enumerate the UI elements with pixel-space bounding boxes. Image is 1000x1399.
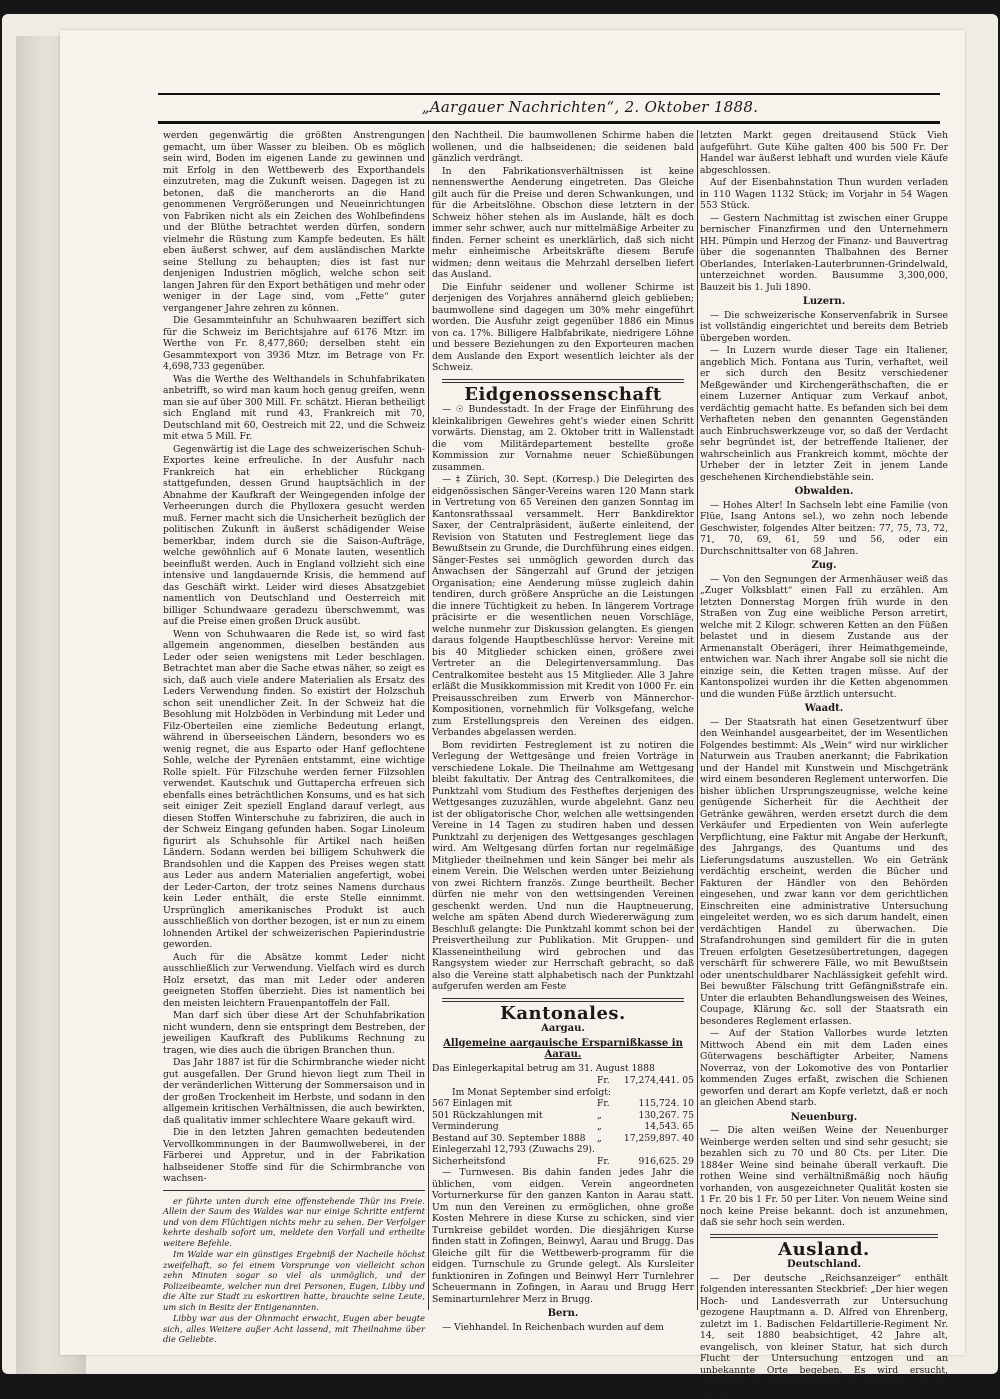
section-title-kantonales: Kantonales. (432, 1008, 694, 1020)
accounts-row (432, 1087, 694, 1099)
column-1 (163, 130, 425, 1310)
accounts-intro: Das Einlegerkapital betrug am 31. August 1888 (432, 1063, 694, 1075)
accounts-row (432, 1156, 694, 1168)
paragraph: Auf der Eisenbahnstation Thun wurden verladen in 110 Wagen 1132 Stück; im Vorjahr in 54 Wagen 553 Stück. (700, 177, 948, 212)
paragraph: In den Fabrikationsverhältnissen ist keine nennenswerthe Aenderung eingetreten. Das Gleiche gilt auch für die Preise und deren Schwankungen, und für die Arbeitslöhne. Obschon diese letztern in der Schweiz höher stehen als im Auslande, hält es doch immer sehr schwer, auch nur mittelmäßige Arbeiter zu finden. Ferner scheint es unerklärlich, daß sich nicht mehr einheimische Arbeitskräfte diesem Berufe widmen; denn weitaus die Mehrzahl derselben liefert das Ausland. (432, 166, 694, 281)
accounts-cell-label: 567 Einlagen mit (432, 1098, 597, 1110)
accounts-row (432, 1133, 694, 1145)
paragraph: werden gegenwärtig die größten Anstrengungen gemacht, um über Wasser zu bleiben. Ob es möglich sein wird, Boden im eigenen Lande zu gewinnen und mit Erfolg in den Wettbewerb des Exporthandels einzutreten, mag die Zukunft weisen. Dagegen ist zu betonen, daß die mancherorts an die Hand genommenen Vergrößerungen und Neueinrichtungen von Fabriken nicht als ein Zeichen des Wohlbefindens und der Blüthe betrachtet werden dürfen, sondern vielmehr die Rüstung zum Kampfe bedeuten. Es hält eben äußerst schwer, auf dem ausländischen Markte seine Stellung zu behaupten; dies ist fast nur denjenigen Industrien möglich, welche schon seit langen Jahren für den Export bethätigen und mehr oder weniger in der Lage sind, vom „Fette“ guter vergangener Jahre zehren zu können. (163, 130, 425, 314)
accounts-row (432, 1144, 694, 1156)
subsection-title-luzern: Luzern. (700, 296, 948, 308)
subsection-title-deutschland: Deutschland. (700, 1259, 948, 1271)
column-rule (697, 130, 698, 1310)
accounts-cell-label: Bestand auf 30. September 1888 (432, 1133, 597, 1145)
section-divider (710, 1234, 938, 1238)
accounts-row (432, 1121, 694, 1133)
page-header-title: „Aargauer Nachrichten“, 2. Oktober 1888. (330, 98, 850, 118)
paragraph: — Der Staatsrath hat einen Gesetzentwurf über den Weinhandel ausgearbeitet, der im Wesentlichen Folgendes bestimmt: Als „Wein“ wird nur wirklicher Naturwein aus Trauben anerkannt; die Fabrikation und der Handel mit Kunstwein und Mischgetränk wird einem besonderen Reglement unterworfen. Die bisher üblichen Ursprungszeugnisse, welche keine genügende Sicherheit für die Aechtheit der Getränke gewähren, werden ersetzt durch die dem Verkäufer und Erpedienten von Wein auferlegte Verpflichtung, eine Faktur mit Angabe der Herkunft, des Jahrgangs, des Quantums und des Lieferungsdatums auszustellen. Wo ein Getränk verdächtig erscheint, werden die Bücher und Fakturen der Händler von den Behörden eingesehen, und zwar kann vor dem gerichtlichen Einschreiten eine administrative Untersuchung eingeleitet werden, wo es sich darum handelt, einen verdächtigen Handel zu überwachen. Die Strafandrohungen sind gemildert für die in guten Treuen erfolgten Gesetzesübertretungen, dagegen verschärft für schwerere Fälle, wo mit Bewußtsein oder unentschuldbarer Nachlässigkeit gefehlt wird. Bei bewußter Fälschung tritt Gefängnißstrafe ein. Unter die erlaubten Behandlungsweisen des Weines, Coupage, Klärung &c. soll der Staatsrath ein besonderes Reglement erlassen. (700, 717, 948, 1028)
accounts-row (432, 1098, 694, 1110)
feuilleton-paragraph: er führte unten durch eine offenstehende Thür ins Freie. Allein der Saum des Waldes war nur einige Schritte entfernt und von dem Flüchtigen nichts mehr zu sehen. Der Verfolger kehrte deshalb sofort um, meldete den Vorfall und ertheilte weitere Befehle. (163, 1196, 425, 1249)
subsection-title-zug: Zug. (700, 560, 948, 572)
accounts-cell-label: Verminderung (432, 1121, 597, 1133)
paragraph: — Der deutsche „Reichsanzeiger“ enthält folgenden interessanten Steckbrief: „Der hier wegen Hoch- und Landesverrath zur Untersuchung gezogene Hauptmann a. D. Alfred von Ehrenberg, zuletzt im 1. Badischen Feldartillerie-Regiment Nr. 14, seit 1880 beabsichtiget, 42 Jahre alt, evangelisch, von kleiner Statur, hat sich durch Flucht der Untersuchung entzogen und an unbekannte Orte begeben. Es wird ersucht, denselben im Betretungsfalle zu verhaften und an die nächste Militär- (700, 1273, 948, 1399)
accounts-cell-cur: Fr. (597, 1098, 623, 1110)
accounts-cell-label: Sicherheitsfond (432, 1156, 597, 1168)
accounts-cell-cur: „ (597, 1133, 623, 1145)
feuilleton-paragraph: Im Walde war ein günstiges Ergebniß der Nacheile höchst zweifelhaft, so fei einem Vorsprunge von vielleicht schon zehn Minuten sogar so viel als unmöglich, und der Polizeibeamte, welcher nun drei Personen, Eugen, Libby und die Alte zur Stadt zu eskortiren hatte, brauchte seine Leute, um sich in Besitz der Entigenannten. (163, 1249, 425, 1312)
column-rule (428, 130, 429, 1310)
header-rule (158, 93, 940, 95)
paragraph: letzten Markt gegen dreitausend Stück Vieh aufgeführt. Gute Kühe galten 400 bis 500 Fr. Der Handel war äußerst lebhaft und wurden viele Käufe abgeschlossen. (700, 130, 948, 176)
paragraph: Man darf sich über diese Art der Schuhfabrikation nicht wundern, denn sie entspringt dem Bestreben, der jeweiligen Kaufkraft des Publikums Rechnung zu tragen, wie dies auch die übrigen Branchen thun. (163, 1010, 425, 1056)
accounts-cell-cur (597, 1144, 623, 1156)
subsection-title-aargau: Aargau. (432, 1023, 694, 1035)
accounts-cell-amount: 14,543. 65 (623, 1121, 694, 1133)
accounts-cell-label: Einlegerzahl 12,793 (Zuwachs 29). (432, 1144, 597, 1156)
section-title-ausland: Ausland. (700, 1244, 948, 1256)
paragraph: — Die schweizerische Konservenfabrik in Sursee ist vollständig eingerichtet und bereits dem Betrieb übergeben worden. (700, 310, 948, 345)
subsection-title-obwalden: Obwalden. (700, 486, 948, 498)
paragraph: — Auf der Station Vallorbes wurde letzten Mittwoch Abend ein mit dem Laden eines Güterwagens beschäftigter Arbeiter, Namens Noverraz, von der Lokomotive des von Pontarlier kommenden Zuges erfaßt, zwischen die Schienen geworfen und derart am Kopfe verletzt, daß er noch an gleichen Abend starb. (700, 1028, 948, 1109)
section-divider (442, 998, 684, 1002)
accounts-cell-cur: „ (597, 1121, 623, 1133)
paragraph: Die in den letzten Jahren gemachten bedeutenden Vervollkommnungen in der Baumwollweberei, in der Färberei und Appretur, und in der Fabrikation halbseidener Stoffe sind für die Schirmbranche von wachsen- (163, 1127, 425, 1185)
accounts-cell-amount: 130,267. 75 (623, 1110, 694, 1122)
paragraph: — ‡ Zürich, 30. Sept. (Korresp.) Die Delegirten des eidgenössischen Sänger-Vereins waren 120 Mann stark in Vertretung von 65 Vereinen den ganzen Sonntag im Kantonsrathssaal versammelt. Herr Bankdirektor Saxer, der Centralpräsident, äußerte einleitend, der Revision von Statuten und Festreglement liege das Bewußtsein zu Grunde, die Durchführung eines eidgen. Sänger-Festes sei unmöglich geworden durch das Anwachsen der Sängerzahl auf Grund der jetzigen Organisation; eine Aenderung müsse zugleich dahin tendiren, durch größere Ansprüche an die Leistungen die innere Tüchtigkeit zu heben. In längerem Vortrage präcisirte er die wesentlichen neuen Vorschläge, welche nunmehr zur Diskussion gelangten. Es giengen daraus folgende Hauptbeschlüsse hervor: Vereine mit bis 40 Mitglieder schicken einen, größere zwei Vertreter an die Delegirtenversammlung. Das Centralkomitee besteht aus 15 Mitglieder. Alle 3 Jahre erläßt die Musikkommission mit Kredit von 1000 Fr. ein Preisausschreiben zum Erwerb von Männerchor-Kompositionen, vornehmlich für Volksgefang, welche zum Erstellungspreis den Vereinen des eidgen. Verbandes abgelassen werden. (432, 474, 694, 739)
paragraph: — In Luzern wurde dieser Tage ein Italiener, angeblich Mich. Fontana aus Turin, verhaftet, weil er sich durch den Besitz verschiedener Meßgewänder und Kirchengeräthschaften, die er einem Luzerner Antiquar zum Verkauf anbot, verdächtig gemacht hatte. Es befanden sich bei dem Verhafteten neben den genannten Gegenständen auch Einbruchswerkzeuge vor, so daß der Verdacht sehr begründet ist, der betreffende Italiener, der wahrscheinlich aus Frankreich kommt, möchte der Urheber der in letzter Zeit in jenem Lande geschehenen Kirchendiebstähle sein. (700, 345, 948, 483)
feuilleton-divider (163, 1190, 425, 1191)
header-rule (158, 121, 940, 124)
accounts-cell-amount (623, 1144, 694, 1156)
paragraph: Das Jahr 1887 ist für die Schirmbranche wieder nicht gut ausgefallen. Der Grund hievon liegt zum Theil in der veränderlichen Witterung der Sommersaison und in der großen Trockenheit im Herbste, und sodann in den allgemein kritischen Verhältnissen, die auch bewirkten, daß qualitativ immer schlechtere Waare gekauft wird. (163, 1057, 425, 1126)
paragraph: — Hohes Alter! In Sachseln lebt eine Familie (von Flüe, Isang Antons sel.), wo zehn noch lebende Geschwister, folgendes Alter beitzen: 77, 75, 73, 72, 71, 70, 69, 61, 59 und 56, oder ein Durchschnittsalter von 68 Jahren. (700, 500, 948, 558)
subsection-title-neuenburg: Neuenburg. (700, 1112, 948, 1124)
accounts-cell-cur: Fr. (597, 1156, 623, 1168)
feuilleton-paragraph: Libby war aus der Ohnmacht erwacht, Eugen aber beugte sich, alles Weitere außer Acht lassend, mit Theilnahme über die Geliebte. (163, 1313, 425, 1345)
column-2 (432, 130, 694, 1315)
section-title-eidgenossenschaft: Eidgenossenschaft (432, 389, 694, 401)
subsection-title-waadt: Waadt. (700, 703, 948, 715)
section-divider (442, 379, 684, 383)
column-3 (700, 130, 948, 1315)
accounts-cell-amount: 17,259,897. 40 (623, 1133, 694, 1145)
paragraph: Was die Werthe des Welthandels in Schuhfabrikaten anbetrifft, so wird man kaum hoch genug greifen, wenn man sie auf über 300 Mill. Fr. schätzt. Hieran betheiligt sich England mit rund 43, Frankreich mit 70, Deutschland mit 60, Oestreich mit 22, und die Schweiz mit etwa 5 Mill. Fr. (163, 374, 425, 443)
paragraph: Die Einfuhr seidener und wollener Schirme ist derjenigen des Vorjahres annähernd gleich geblieben; baumwollene sind dagegen um 30% mehr eingeführt worden. Die Ausfuhr zeigt gegenüber 1886 ein Minus von ca. 17%. Billigere Halbfabrikate, niedrigere Löhne und bessere Beziehungen zu den Exporteuren machen dem Auslande den Export wesentlich leichter als der Schweiz. (432, 282, 694, 374)
accounts-cell-label: Im Monat September sind erfolgt: (432, 1087, 694, 1099)
accounts-row (432, 1110, 694, 1122)
paragraph: Auch für die Absätze kommt Leder nicht ausschließlich zur Verwendung. Vielfach wird es durch Holz ersetzt, das man mit Leder oder anderen geeigneten Stoffen überzieht. Dies ist namentlich bei den meisten leichtern Frauenpantoffeln der Fall. (163, 952, 425, 1010)
paragraph: Bom revidirten Festreglement ist zu notiren die Verlegung der Wettgesänge und freien Vorträge in verschiedene Lokale. Die Theilnahme am Wettgesang bleibt fakultativ. Der Antrag des Centralkomitees, die Punktzahl vom Studium des Festheftes derjenigen des Wettgesanges zuzuzählen, wurde abgelehnt. Ganz neu ist der obligatorische Chor, welchen alle wettsingenden Vereine in 14 Tagen zu studiren haben und dessen Punktzahl zu derjenigen des Wettgesanges geschlagen wird. Am Weltgesang dürfen fortan nur regelmäßige Mitglieder theilnehmen und kein Sänger bei mehr als einem Verein. Die Welschen werden unter Beiziehung von zwei Richtern französ. Zunge beurtheilt. Becher dürfen nie mehr von den wettsingenden Vereinen geschenkt werden. Und nun die Hauptneuerung, welche am späten Abend durch Wiedererwägung zum Beschluß gelangte: Die Punktzahl kommt schon bei der Preisvertheilung zur Publikation. Mit Gruppen- und Klasseneintheilung wird gebrochen und das Rangsystem wieder zur Herrschaft gebracht, so daß also die Vereine statt alphabetisch nach der Punktzahl aufgerufen werden am Feste (432, 740, 694, 993)
paragraph: — Gestern Nachmittag ist zwischen einer Gruppe bernischer Finanzfirmen und den Unternehmern HH. Pümpin und Herzog der Finanz- und Bauvertrag über die sogenannten Thalbahnen des Berner Oberlandes, Interlaken-Lauterbrunnen-Grindelwald, unterzeichnet worden. Bausumme 3,300,000, Bauzeit bis 1. Juli 1890. (700, 213, 948, 294)
paragraph: den Nachtheil. Die baumwollenen Schirme haben die wollenen, und die halbseidenen; die seidenen bald gänzlich verdrängt. (432, 130, 694, 165)
accounts-row (432, 1075, 694, 1087)
accounts-cell-amount: 916,625. 29 (623, 1156, 694, 1168)
accounts-cell-label: 501 Rückzahlungen mit (432, 1110, 597, 1122)
paragraph: Gegenwärtig ist die Lage des schweizerischen Schuh-Exportes keine erfreuliche. In der Ausfuhr nach Frankreich hat ein erheblicher Rückgang stattgefunden, dessen Grund hauptsächlich in der Abnahme der Kaufkraft der Weingegenden infolge der Verheerungen durch die Phylloxera gesucht werden muß. Ferner macht sich die Unsicherheit bezüglich der politischen Zukunft in äußerst schädigender Weise bemerkbar, indem durch sie die Saison-Aufträge, welche gewöhnlich auf 6 Monate lauten, wesentlich beeinflußt werden. Auch in England vollzieht sich eine intensive und langdauernde Krisis, die hemmend auf das Geschäft wirkt. Leider wird dieses Absatzgebiet namentlich von Deutschland und Oesterreich mit billiger Schundwaare geradezu überschwemmt, was auf die Preise einen großen Druck ausübt. (163, 444, 425, 628)
paragraph: Die Gesammteinfuhr an Schuhwaaren beziffert sich für die Schweiz im Berichtsjahre auf 6176 Mtzr. im Werthe von Fr. 8,477,860; derselben steht ein Gesammtexport von 3936 Mtzr. im Betrage von Fr. 4,698,733 gegenüber. (163, 315, 425, 373)
accounts-cell-amount: 115,724. 10 (623, 1098, 694, 1110)
accounts-cell-amount: 17,274,441. 05 (623, 1075, 694, 1087)
paragraph: — ☉ Bundesstadt. In der Frage der Einführung des kleinkalibrigen Gewehres geht's wieder einen Schritt vorwärts. Dienstag, am 2. Oktober tritt in Wallenstadt die vom Militärdepartement bestellte große Kommission zur Vornahme neuer Schießübungen zusammen. (432, 404, 694, 473)
article-heading-ersparniskasse: Allgemeine aargauische Ersparnißkasse in Aarau. (432, 1038, 694, 1061)
paragraph: — Viehhandel. In Reichenbach wurden auf dem (432, 1322, 694, 1334)
accounts-cell-cur: Fr. (597, 1075, 623, 1087)
accounts-table (432, 1075, 694, 1167)
subsection-title-bern: Bern. (432, 1308, 694, 1320)
paragraph: — Die alten weißen Weine der Neuenburger Weinberge werden selten und sind sehr gesucht; sie bezahlen sich zu 70 und 80 Cts. per Liter. Die 1884er Weine sind beinahe überall verkauft. Die rothen Weine sind verhältnißmäßig noch häufig vorhanden, von ausgezeichneter Qualität kosten sie 1 Fr. 20 bis 1 Fr. 50 per Liter. Von neuem Weine sind noch keine Preise bekannt. doch ist anzunehmen, daß sie sehr hoch sein werden. (700, 1125, 948, 1229)
accounts-cell-label (432, 1075, 597, 1087)
paragraph: Wenn von Schuhwaaren die Rede ist, so wird fast allgemein angenommen, dieselben beständen aus Leder oder seien wenigstens mit Leder beschlagen. Betrachtet man aber die Sache etwas näher, so zeigt es sich, daß auch viele andere Materialien als Ersatz des Leders Verwendung finden. So existirt der Holzschuh schon seit unendlicher Zeit. In der Schweiz hat die Besohlung mit Holzböden in Verbindung mit Leder und Filz-Oberteilen eine ziemliche Bedeutung erlangt, während in überseeischen Ländern, besonders wo es wenig regnet, die aus Esparto oder Hanf geflochtene Sohle, welche der Pyrenäen entstammt, eine wichtige Rolle spielt. Für Filzschuhe werden ferner Filzsohlen verwendet. Kautschuk und Guttapercha erfreuen sich ebenfalls eines beträchtlichen Konsums, und es hat sich seit einiger Zeit speziell England darauf verlegt, aus diesen Stoffen Winterschuhe zu fabriziren, die auch in der Schweiz Eingang gefunden haben. Sogar Linoleum figurirt als Schuhsohle für Artikel nach heißen Ländern. Sodann werden bei billigem Schuhwerk die Brandsohlen und die Kappen des Preises wegen statt aus Leder aus andern Materialien angefertigt, wobei der Leder-Carton, der trotz seines Namens durchaus kein Leder enthält, die erste Stelle einnimmt. Ursprünglich amerikanisches Produkt ist auch ausschließlich von dorther bezogen, ist er nun zu einem lohnenden Artikel der schweizerischen Papierindustrie geworden. (163, 629, 425, 951)
paragraph: — Von den Segnungen der Armenhäuser weiß das „Zuger Volksblatt“ einen Fall zu erzählen. Am letzten Donnerstag Morgen früh wurde in den Straßen von Zug eine weibliche Person arretirt, welche mit 2 Kilogr. schweren Ketten an den Füßen belastet und in diesem Zustande aus der Armenanstalt Oberägeri, ihrer Heimathgemeinde, entwichen war. Nach ihrer Angabe soll sie nicht die einzige sein, die Ketten tragen müsse. Auf der Kantonspolizei wurden ihr die Ketten abgenommen und die wunden Füße ärztlich untersucht. (700, 574, 948, 701)
paragraph: — Turnwesen. Bis dahin fanden jedes Jahr die üblichen, vom eidgen. Verein angeordneten Vorturnerkurse für den ganzen Kanton in Aarau statt. Um nun den Vereinen zu ermöglichen, ohne große Kosten Mehrere in diese Kurse zu schicken, sind vier Turnkreise gebildet worden. Die diesjährigen Kurse finden statt in Zofingen, Beinwyl, Aarau und Brugg. Das Gleiche gilt für die Wettbewerb-programm für die eidgen. Turnschule zu Grunde gelegt. Als Kursleiter funktioniren in Zofingen und Beinwyl Herr Turnlehrer Scheuermann in Zofingen, in Aarau und Brugg Herr Seminarturnlehrer Merz in Brugg. (432, 1167, 694, 1305)
accounts-cell-cur: „ (597, 1110, 623, 1122)
